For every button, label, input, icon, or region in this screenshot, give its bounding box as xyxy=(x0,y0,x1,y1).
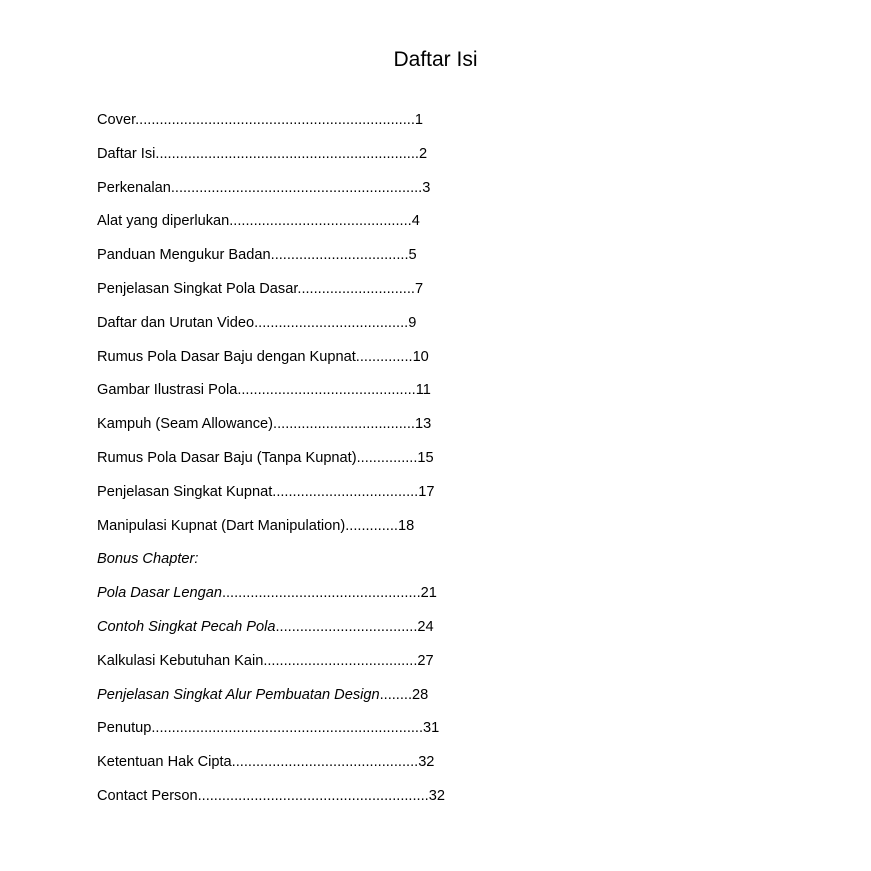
toc-dot-leader: ............................. xyxy=(297,280,415,297)
toc-page-number: 9 xyxy=(408,314,417,331)
toc-entry-label: Perkenalan xyxy=(97,179,171,196)
toc-entry-label: Ketentuan Hak Cipta xyxy=(97,754,232,771)
toc-dot-leader: .............. xyxy=(355,348,413,365)
toc-section-heading xyxy=(97,547,445,581)
toc-entry xyxy=(97,277,445,311)
toc-entry xyxy=(97,311,445,345)
toc-entry-label: Kampuh (Seam Allowance) xyxy=(97,416,274,433)
toc-entry-label: Cover xyxy=(97,112,136,128)
toc-dot-leader: ............... xyxy=(356,449,418,466)
toc-dot-leader: .............................................................. xyxy=(170,179,423,196)
toc-dot-leader: .................................. xyxy=(270,247,409,264)
table-of-contents xyxy=(97,108,445,818)
toc-page-number: 10 xyxy=(412,348,429,365)
toc-entry-label: Alat yang diperlukan xyxy=(97,213,230,230)
toc-entry xyxy=(97,209,445,243)
toc-page-number: 17 xyxy=(418,483,435,500)
toc-entry-label: Daftar Isi xyxy=(97,145,156,162)
toc-entry-label: Penjelasan Singkat Kupnat xyxy=(97,483,273,500)
toc-entry-label: Kalkulasi Kebutuhan Kain xyxy=(97,652,264,669)
toc-entry-label: Panduan Mengukur Badan xyxy=(97,247,271,264)
toc-dot-leader: ................................... xyxy=(275,618,418,635)
toc-entry-label: Daftar dan Urutan Video xyxy=(97,314,255,331)
toc-page-number: 13 xyxy=(414,416,432,433)
toc-page-number: 1 xyxy=(414,112,424,128)
toc-dot-leader: ......................................................... xyxy=(197,787,429,804)
toc-entry xyxy=(97,615,445,649)
toc-dot-leader: ........ xyxy=(379,686,413,703)
toc-entry xyxy=(97,243,445,277)
toc-page-number: 4 xyxy=(411,213,420,230)
toc-entry-label: Bonus Chapter: xyxy=(97,551,199,568)
toc-dot-leader: ................................................. xyxy=(221,585,421,602)
toc-page-number: 18 xyxy=(397,517,415,534)
page-title: Daftar Isi xyxy=(393,48,478,71)
toc-entry xyxy=(97,649,445,683)
toc-dot-leader: ............................................. xyxy=(229,213,412,230)
toc-page-number: 28 xyxy=(412,686,429,703)
toc-entry-label: Pola Dasar Lengan xyxy=(97,585,222,602)
toc-entry-label: Contact Person xyxy=(97,787,198,804)
toc-entry xyxy=(97,378,445,412)
toc-entry-label: Rumus Pola Dasar Baju (Tanpa Kupnat) xyxy=(97,449,357,466)
toc-dot-leader: ............. xyxy=(345,517,398,534)
toc-dot-leader: ...................................... xyxy=(263,652,418,669)
toc-page-number: 32 xyxy=(428,787,445,804)
toc-entry xyxy=(97,345,445,379)
toc-page-number: 11 xyxy=(415,382,431,399)
toc-entry xyxy=(97,784,445,818)
toc-entry-label: Contoh Singkat Pecah Pola xyxy=(97,618,276,635)
toc-dot-leader: ...................................... xyxy=(254,314,409,331)
toc-entry xyxy=(97,142,445,176)
toc-entry xyxy=(97,683,445,717)
toc-dot-leader: ................................... xyxy=(273,416,415,433)
toc-entry xyxy=(97,108,445,142)
toc-entry-label: Penjelasan Singkat Alur Pembuatan Design xyxy=(97,686,380,703)
toc-page-number: 3 xyxy=(422,179,431,196)
toc-dot-leader: ................................................................... xyxy=(151,720,424,737)
toc-dot-leader: ..................................................................... xyxy=(135,112,415,128)
toc-page-number: 15 xyxy=(417,449,434,466)
toc-page-number: 21 xyxy=(420,585,437,602)
toc-dot-leader: .................................... xyxy=(272,483,419,500)
toc-page-number: 32 xyxy=(418,754,435,771)
toc-dot-leader: ................................................................. xyxy=(155,145,419,162)
toc-entry-label: Penjelasan Singkat Pola Dasar xyxy=(97,280,298,297)
toc-page-number: 27 xyxy=(417,652,434,669)
toc-page-number: 31 xyxy=(423,720,440,737)
toc-page-number: 7 xyxy=(414,280,424,297)
toc-dot-leader: ............................................ xyxy=(237,382,416,399)
toc-page-number: 24 xyxy=(417,618,434,635)
toc-entry xyxy=(97,581,445,615)
toc-entry-label: Gambar Ilustrasi Pola xyxy=(97,382,238,399)
toc-entry xyxy=(97,750,445,784)
toc-entry-label: Rumus Pola Dasar Baju dengan Kupnat xyxy=(97,348,356,365)
toc-entry xyxy=(97,176,445,210)
toc-entry-label: Penutup xyxy=(97,720,152,737)
toc-dot-leader: .............................................. xyxy=(231,754,419,771)
toc-entry-label: Manipulasi Kupnat (Dart Manipulation) xyxy=(97,517,346,534)
toc-entry xyxy=(97,716,445,750)
toc-entry xyxy=(97,412,445,446)
toc-entry xyxy=(97,446,445,480)
toc-entry xyxy=(97,480,445,514)
toc-entry xyxy=(97,514,445,548)
toc-page-number: 5 xyxy=(408,247,417,264)
toc-page-number: 2 xyxy=(418,145,428,162)
